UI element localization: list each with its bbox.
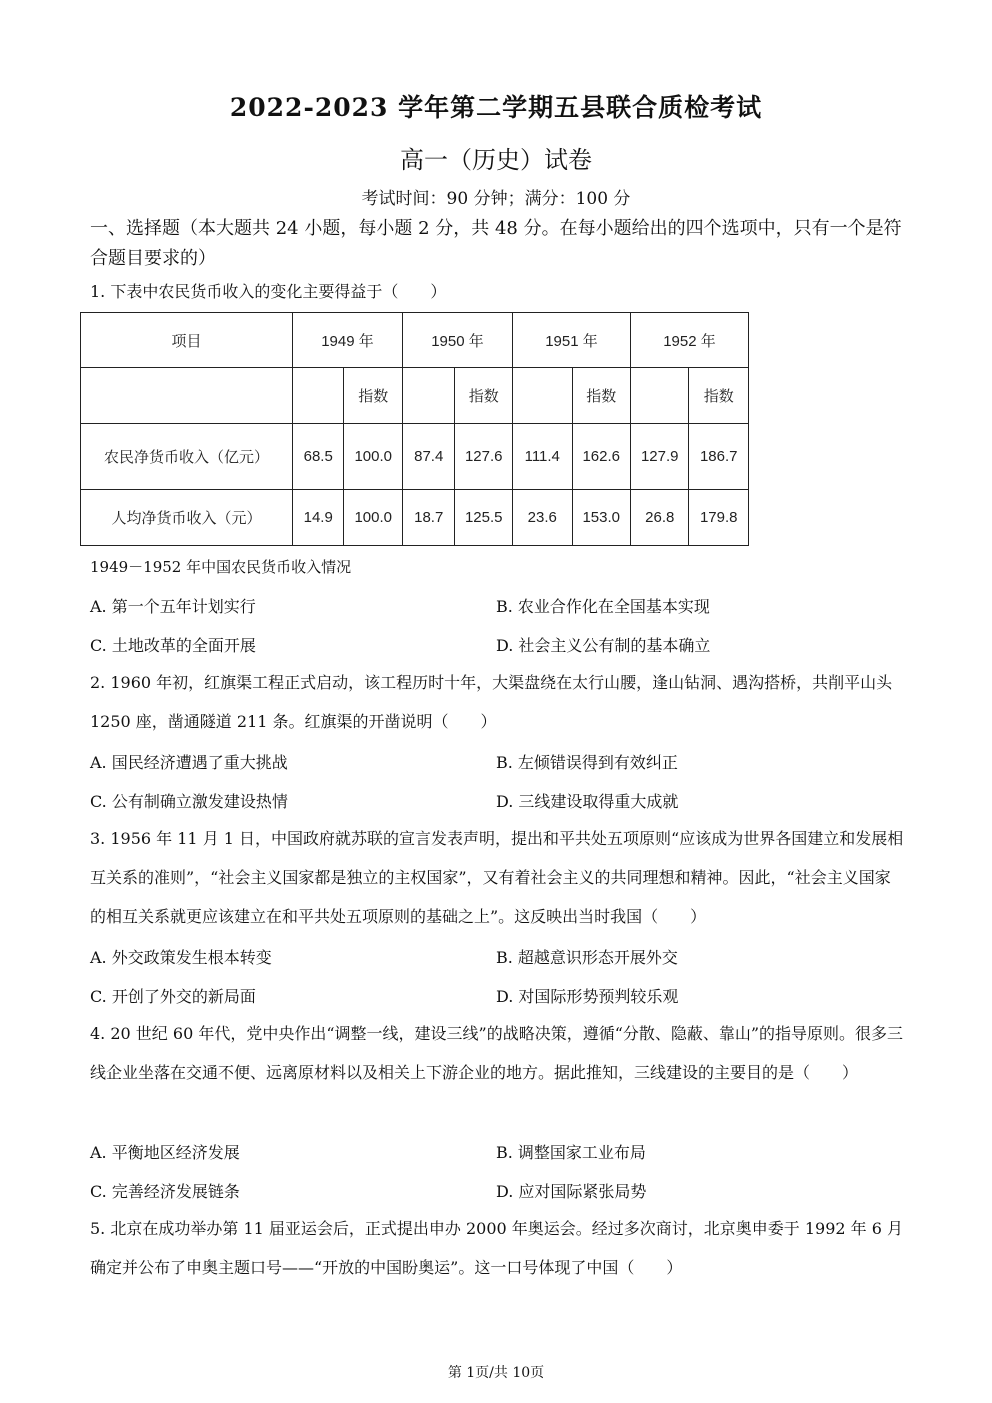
exam-subtitle: 高一（历史）试卷 xyxy=(400,146,592,174)
table-cell-empty xyxy=(293,368,344,424)
question-1-stem: 1. 下表中农民货币收入的变化主要得益于（ ） xyxy=(90,282,447,301)
q4-option-c[interactable]: C. 完善经济发展链条 xyxy=(90,1182,240,1201)
table-cell: 100.0 xyxy=(344,424,403,490)
table-cell: 18.7 xyxy=(403,490,455,546)
q3-option-d[interactable]: D. 对国际形势预判较乐观 xyxy=(496,987,679,1006)
exam-info: 考试时间：90 分钟；满分：100 分 xyxy=(361,189,631,209)
table-cell: 127.6 xyxy=(455,424,513,490)
q1-option-b[interactable]: B. 农业合作化在全国基本实现 xyxy=(496,597,710,616)
q3-option-c[interactable]: C. 开创了外交的新局面 xyxy=(90,987,256,1006)
question-2-stem: 2. 1960 年初，红旗渠工程正式启动，该工程历时十年，大渠盘绕在太行山腰，逢山钻洞、遇沟搭桥，共削平山头 1250 座，凿通隧道 211 条。红旗渠的开凿说明（ ） xyxy=(90,673,893,731)
q4-option-d[interactable]: D. 应对国际紧张局势 xyxy=(496,1182,647,1201)
table-cell: 68.5 xyxy=(293,424,344,490)
q1-option-d[interactable]: D. 社会主义公有制的基本确立 xyxy=(496,636,711,655)
table-cell: 153.0 xyxy=(572,490,631,546)
q4-option-a[interactable]: A. 平衡地区经济发展 xyxy=(90,1143,240,1162)
table-cell-empty xyxy=(513,368,573,424)
q3-option-b[interactable]: B. 超越意识形态开展外交 xyxy=(496,948,678,967)
table-cell: 87.4 xyxy=(403,424,455,490)
table-cell-empty xyxy=(81,368,293,424)
table-row xyxy=(81,424,749,490)
table-index-label: 指数 xyxy=(689,368,749,424)
q1-option-c[interactable]: C. 土地改革的全面开展 xyxy=(90,636,256,655)
table-cell: 26.8 xyxy=(631,490,689,546)
section-heading: 一、选择题（本大题共 24 小题，每小题 2 分，共 48 分。在每小题给出的四个选项中，只有一个是符合题目要求的） xyxy=(90,218,902,269)
table-cell-empty xyxy=(403,368,455,424)
table-index-label: 指数 xyxy=(344,368,403,424)
q4-option-b[interactable]: B. 调整国家工业布局 xyxy=(496,1143,646,1162)
table-row-label: 农民净货币收入（亿元） xyxy=(81,424,293,490)
table-year-1949: 1949 年 xyxy=(293,313,403,368)
table-year-1950: 1950 年 xyxy=(403,313,513,368)
exam-title: 2022-2023 学年第二学期五县联合质检考试 xyxy=(229,93,763,122)
table-cell: 162.6 xyxy=(572,424,631,490)
table-cell: 14.9 xyxy=(293,490,344,546)
table-cell: 127.9 xyxy=(631,424,689,490)
q1-option-a[interactable]: A. 第一个五年计划实行 xyxy=(90,597,256,616)
table-header-row xyxy=(81,313,749,368)
question-4-stem: 4. 20 世纪 60 年代，党中央作出“调整一线，建设三线”的战略决策，遵循“分散、隐蔽、靠山”的指导原则。很多三线企业坐落在交通不便、远离原材料以及相关上下游企业的地方。据此推知，三线建设的主要目的是（ ） xyxy=(90,1024,904,1082)
table-subheader-row xyxy=(81,368,749,424)
q3-option-a[interactable]: A. 外交政策发生根本转变 xyxy=(90,948,272,967)
table-cell: 111.4 xyxy=(513,424,573,490)
table-cell: 125.5 xyxy=(455,490,513,546)
q2-option-b[interactable]: B. 左倾错误得到有效纠正 xyxy=(496,753,678,772)
table-caption: 1949－1952 年中国农民货币收入情况 xyxy=(90,558,352,576)
table-cell-empty xyxy=(631,368,689,424)
table-cell: 179.8 xyxy=(689,490,749,546)
table-index-label: 指数 xyxy=(455,368,513,424)
table-index-label: 指数 xyxy=(572,368,631,424)
table-cell: 23.6 xyxy=(513,490,573,546)
table-cell: 100.0 xyxy=(344,490,403,546)
q2-option-d[interactable]: D. 三线建设取得重大成就 xyxy=(496,792,679,811)
table-row xyxy=(81,490,749,546)
table-year-1951: 1951 年 xyxy=(513,313,631,368)
q2-option-a[interactable]: A. 国民经济遭遇了重大挑战 xyxy=(90,753,288,772)
question-5-stem: 5. 北京在成功举办第 11 届亚运会后，正式提出申办 2000 年奥运会。经过多次商讨，北京奥申委于 1992 年 6 月确定并公布了申奥主题口号——“开放的中国盼奥运”。这一口号体现了中国（ ） xyxy=(90,1219,904,1277)
income-table xyxy=(80,312,749,546)
table-header-item: 项目 xyxy=(81,313,293,368)
question-3-stem: 3. 1956 年 11 月 1 日，中国政府就苏联的宣言发表声明，提出和平共处五项原则“应该成为世界各国建立和发展相互关系的准则”，“社会主义国家都是独立的主权国家”，又有着社会主义的共同理想和精神。因此，“社会主义国家的相互关系就更应该建立在和平共处五项原则的基础之上”。这反映出当时我国（ ） xyxy=(90,829,904,926)
table-cell: 186.7 xyxy=(689,424,749,490)
q2-option-c[interactable]: C. 公有制确立激发建设热情 xyxy=(90,792,288,811)
table-year-1952: 1952 年 xyxy=(631,313,749,368)
table-row-label: 人均净货币收入（元） xyxy=(81,490,293,546)
page-number: 第 1页/共 10页 xyxy=(447,1365,545,1381)
